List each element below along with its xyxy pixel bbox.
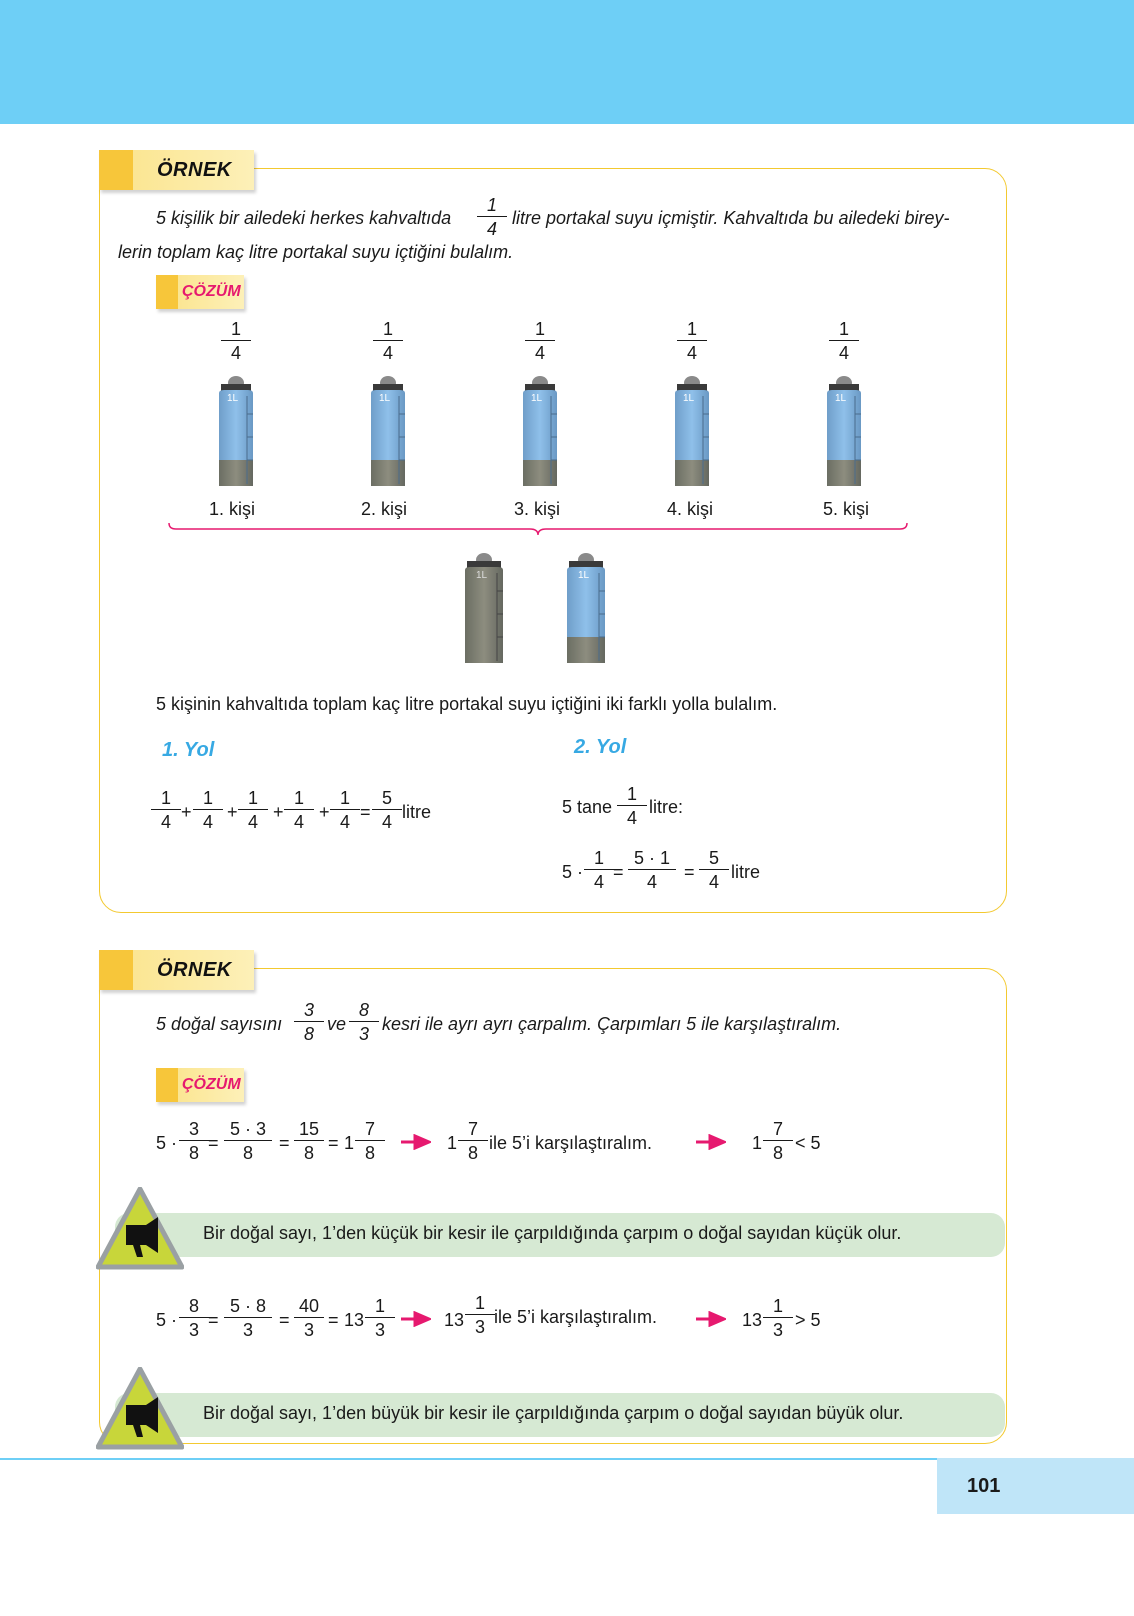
way2-calc-eq2: = [684, 862, 695, 882]
page-number-box [937, 1458, 1134, 1514]
way2-calc-frac3: 5 4 [699, 847, 729, 892]
example1-question-fraction: 1 4 [477, 194, 507, 239]
megaphone-icon [96, 1187, 184, 1271]
way2-suffix: litre: [649, 797, 684, 817]
row2-res-frac: 1 3 [763, 1295, 793, 1340]
row1-frac1: 3 8 [179, 1118, 209, 1163]
svg-text:1L: 1L [578, 570, 590, 581]
row1-cmp-frac: 7 8 [458, 1118, 488, 1163]
note2: Bir doğal sayı, 1’den büyük bir kesir ile çarpıldığında çarpım o doğal sayıdan büyük olur. [115, 1393, 1005, 1437]
footer-line [0, 1458, 937, 1460]
bottle-2 [368, 376, 408, 488]
note1: Bir doğal sayı, 1’den küçük bir kesir ile çarpıldığında çarpım o doğal sayıdan küçük olur. [115, 1213, 1005, 1257]
grouping-brace [168, 522, 908, 536]
megaphone-icon [96, 1367, 184, 1451]
row2-cmp-whole: 13 [444, 1310, 465, 1330]
row1-whole: 1 [344, 1133, 355, 1153]
row2-frac4: 1 3 [365, 1295, 395, 1340]
example2-tag: ÖRNEK [99, 950, 254, 990]
row2-start: 5 · [156, 1310, 178, 1330]
row1-cmp-text: ile 5’i karşılaştıralım. [489, 1133, 653, 1153]
row2-whole: 13 [344, 1310, 365, 1330]
example1-method-question: 5 kişinin kahvaltıda toplam kaç litre portakal suyu içtiğini iki farklı yolla bulalım. [156, 694, 778, 714]
row2-res-whole: 13 [742, 1310, 763, 1330]
way1-frac-4: 1 4 [284, 787, 314, 832]
example2-panel [99, 968, 1007, 1444]
bottle-fraction-5: 1 4 [829, 318, 859, 363]
way1-plus-2: + [227, 802, 238, 822]
example2-question-b: ve [327, 1014, 347, 1034]
row2-cmp-frac: 1 3 [465, 1292, 495, 1337]
example1-question-line1b: litre portakal suyu içmiştir. Kahvaltıda bu ailedeki birey- [512, 208, 950, 228]
bottle-1 [216, 376, 256, 488]
example1-question-line1a: 5 kişilik bir ailedeki herkes kahvaltıda [156, 208, 452, 228]
bottle-fraction-4: 1 4 [677, 318, 707, 363]
page-number: 101 [967, 1475, 1001, 1497]
svg-text:1L: 1L [683, 393, 695, 404]
example2-question-c: kesri ile ayrı ayrı çarpalım. Çarpımları 5 ile karşılaştıralım. [382, 1014, 842, 1034]
way2-calc-eq1: = [613, 862, 624, 882]
svg-text:1L: 1L [379, 393, 391, 404]
person-label-3: 3. kişi [514, 499, 561, 519]
svg-text:1L: 1L [476, 570, 488, 581]
example2-question-frac1: 3 8 [294, 999, 324, 1044]
row1-arrow-1 [401, 1134, 431, 1150]
row1-eq3: = [328, 1133, 339, 1153]
row1-cmp-whole: 1 [447, 1133, 458, 1153]
way2-unit: litre [731, 862, 761, 882]
bottle-3 [520, 376, 560, 488]
person-label-1: 1. kişi [209, 499, 256, 519]
way1-plus-1: + [181, 802, 192, 822]
total-bottle-full [464, 553, 504, 665]
row2-eq2: = [279, 1310, 290, 1330]
example1-tag: ÖRNEK [99, 150, 254, 190]
bottle-fraction-2: 1 4 [373, 318, 403, 363]
row1-frac3: 15 8 [294, 1118, 324, 1163]
row1-start: 5 · [156, 1133, 178, 1153]
bottle-fraction-1: 1 4 [221, 318, 251, 363]
way1-frac-5: 1 4 [330, 787, 360, 832]
row1-arrow-2 [696, 1134, 726, 1150]
way1-unit: litre [402, 802, 432, 822]
svg-text:1L: 1L [227, 393, 239, 404]
row1-eq2: = [279, 1133, 290, 1153]
row2-eq3: = [328, 1310, 339, 1330]
row1-eq1: = [208, 1133, 219, 1153]
row2-res-text: > 5 [795, 1310, 821, 1330]
person-label-5: 5. kişi [823, 499, 870, 519]
way2-label: 2. Yol [574, 736, 627, 758]
example1-solution-tag: ÇÖZÜM [156, 275, 244, 309]
row1-frac4: 7 8 [355, 1118, 385, 1163]
way2-frac: 1 4 [617, 783, 647, 828]
example1-question-line2: lerin toplam kaç litre portakal suyu içtiğini bulalım. [118, 242, 514, 262]
row2-arrow-1 [401, 1311, 431, 1327]
example2-question-frac2: 8 3 [349, 999, 379, 1044]
person-label-4: 4. kişi [667, 499, 714, 519]
way1-frac-2: 1 4 [193, 787, 223, 832]
svg-text:1L: 1L [531, 393, 543, 404]
way1-plus-3: + [273, 802, 284, 822]
way2-calc-frac2: 5 · 1 4 [628, 847, 676, 892]
svg-text:1L: 1L [835, 393, 847, 404]
example2-question-a: 5 doğal sayısını [156, 1014, 283, 1034]
way1-result: 5 4 [372, 787, 402, 832]
row2-cmp-text: ile 5’i karşılaştıralım. [494, 1307, 658, 1327]
top-banner [0, 0, 1134, 124]
row2-frac3: 40 3 [294, 1295, 324, 1340]
row1-res-whole: 1 [752, 1133, 763, 1153]
row2-arrow-2 [696, 1311, 726, 1327]
example2-solution-tag: ÇÖZÜM [156, 1068, 244, 1102]
way2-calc-start: 5 · [562, 862, 584, 882]
way2-calc-frac1: 1 4 [584, 847, 614, 892]
way1-equals: = [360, 802, 371, 822]
row1-res-frac: 7 8 [763, 1118, 793, 1163]
bottle-5 [824, 376, 864, 488]
row1-res-text: < 5 [795, 1133, 821, 1153]
way1-frac-3: 1 4 [238, 787, 268, 832]
row2-frac2: 5 · 8 3 [224, 1295, 272, 1340]
row2-frac1: 8 3 [179, 1295, 209, 1340]
person-label-2: 2. kişi [361, 499, 408, 519]
way2-prefix: 5 tane [562, 797, 613, 817]
bottle-4 [672, 376, 712, 488]
total-bottle-quarter [566, 553, 606, 665]
row2-eq1: = [208, 1310, 219, 1330]
way1-label: 1. Yol [162, 739, 215, 761]
row1-frac2: 5 · 3 8 [224, 1118, 272, 1163]
way1-plus-4: + [319, 802, 330, 822]
bottle-fraction-3: 1 4 [525, 318, 555, 363]
way1-frac-1: 1 4 [151, 787, 181, 832]
